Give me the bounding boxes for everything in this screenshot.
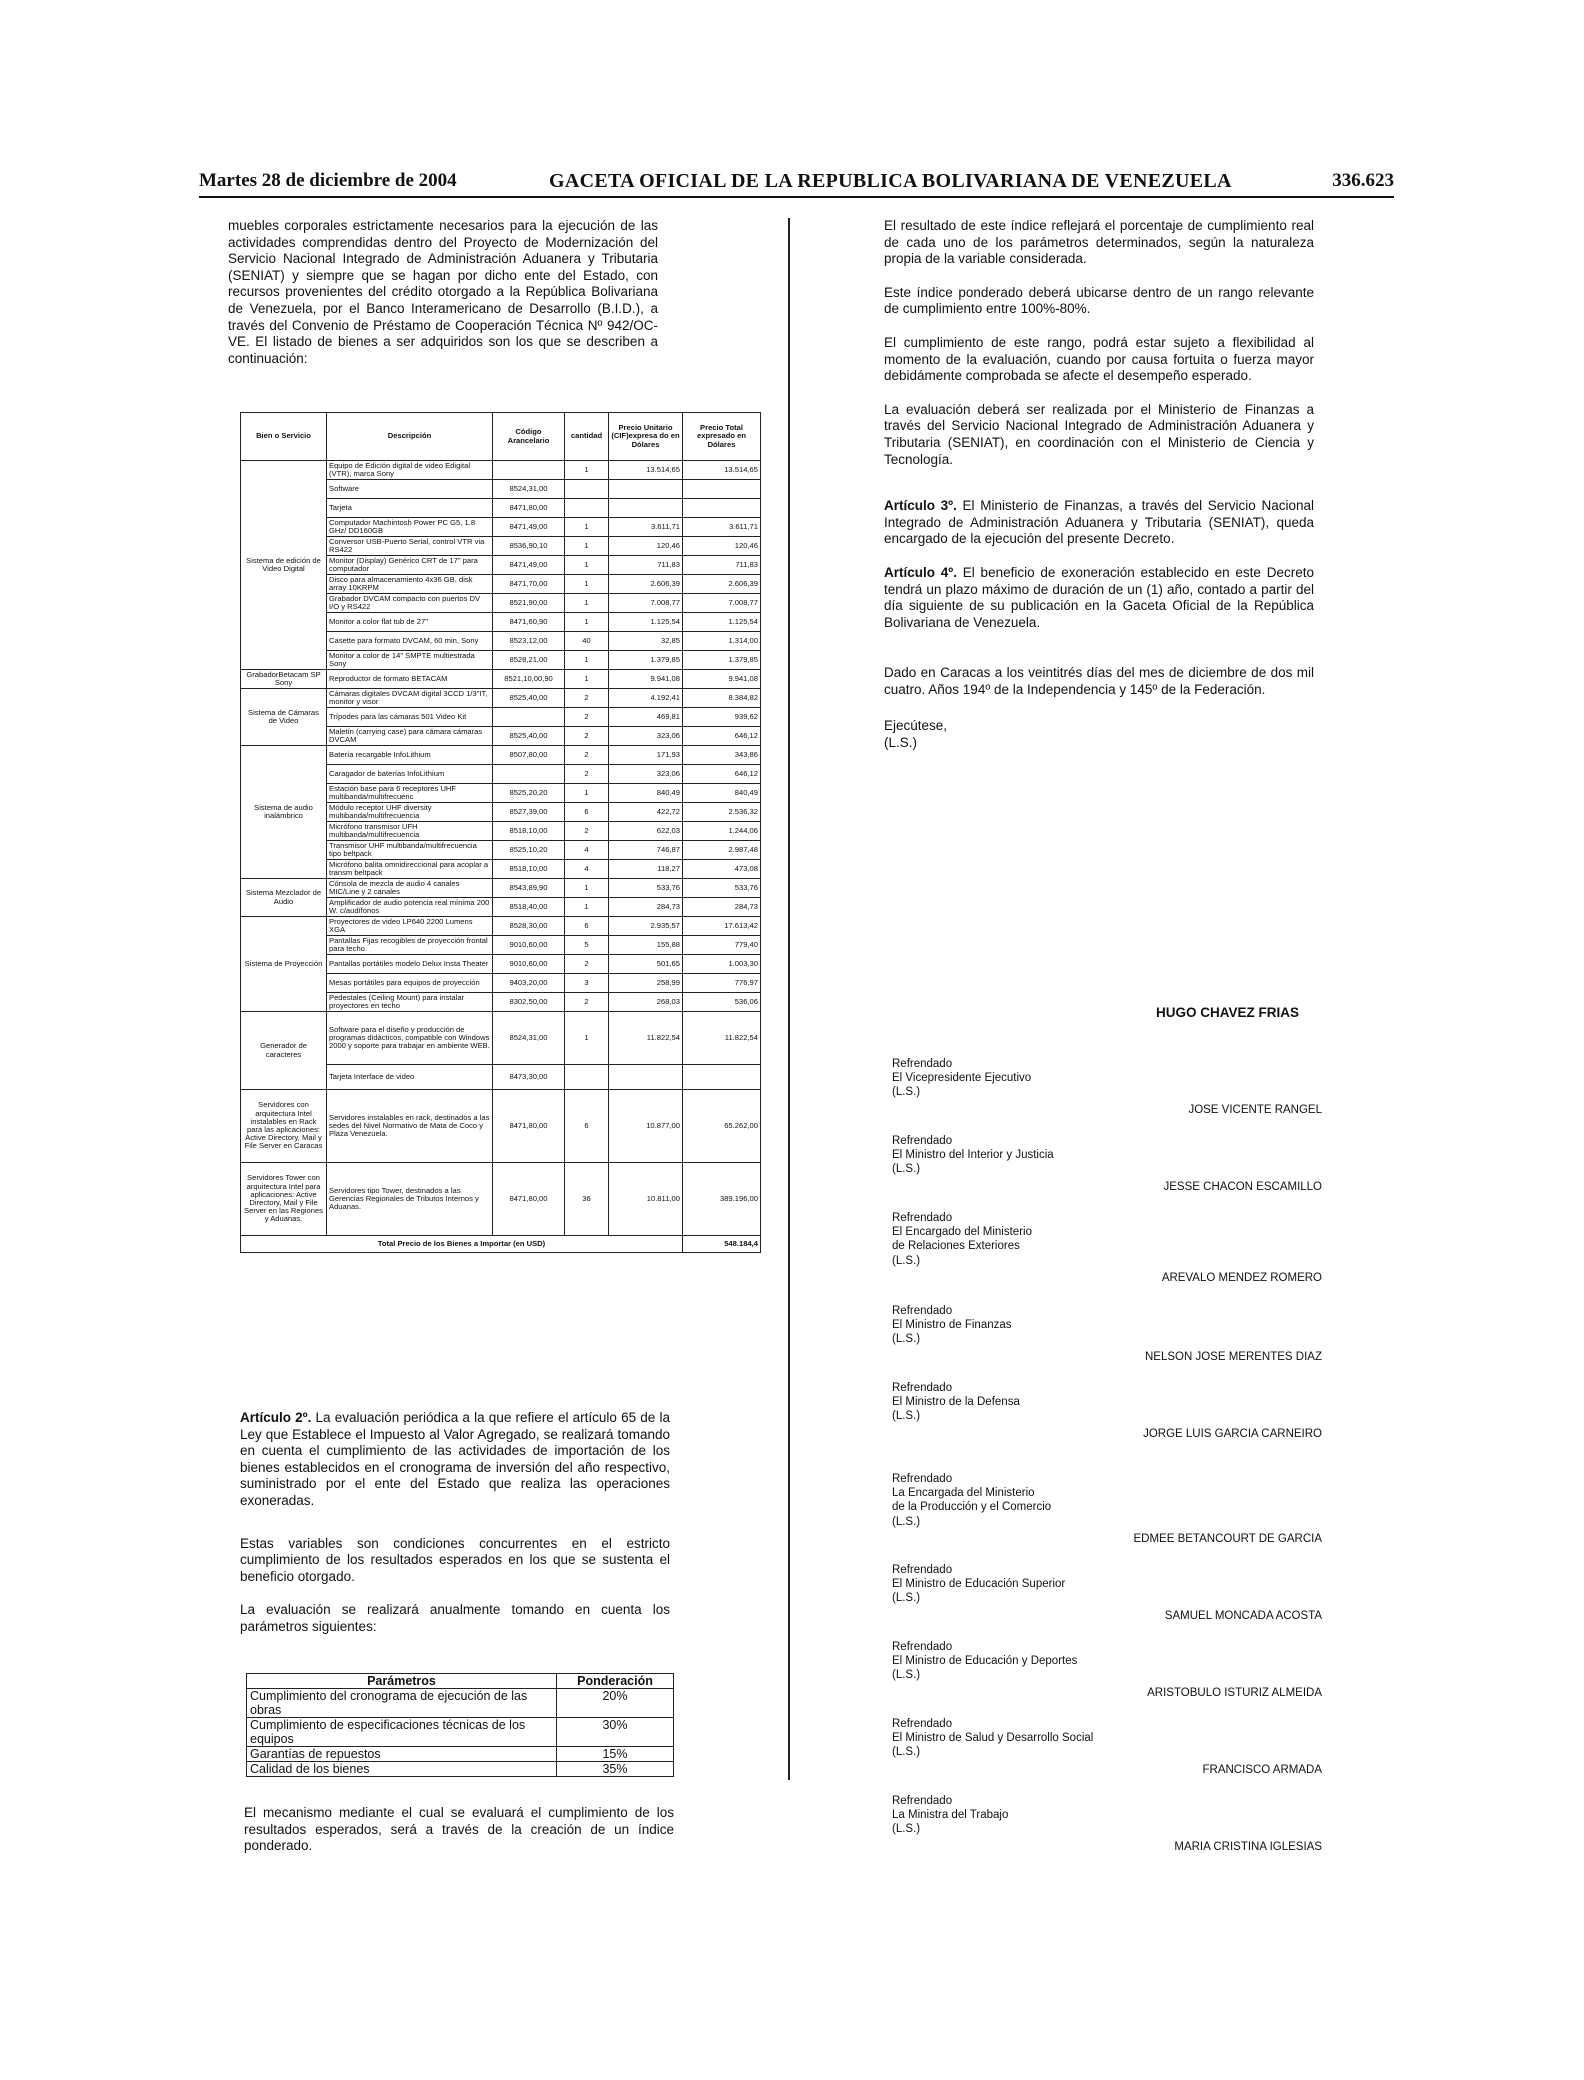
goods-code-cell: 8302,50,00 [493,993,565,1012]
goods-qty-cell: 4 [565,860,609,879]
goods-qty-cell: 1 [565,1012,609,1065]
goods-desc-cell: Cónsola de mezcla de audio 4 canales MIC/Line y 2 canales [327,879,493,898]
refrendo-line: (L.S.) [892,1823,921,1836]
goods-total-cell: 2.536,32 [683,803,761,822]
refrendo-block [892,1472,1322,1545]
goods-total-cell: 13.514,65 [683,461,761,480]
goods-code-cell: 8507,80,00 [493,746,565,765]
goods-unit-cell: 118,27 [609,860,683,879]
goods-category-cell: Sistema Mezclador de Audio [241,879,327,917]
goods-unit-cell: 323,06 [609,727,683,746]
goods-unit-cell: 533,76 [609,879,683,898]
signatory-name: SAMUEL MONCADA ACOSTA [1164,1610,1322,1622]
goods-qty-cell: 1 [565,556,609,575]
refrendo-line: (L.S.) [892,1746,921,1759]
goods-code-cell: 8521,90,00 [493,594,565,613]
goods-unit-cell: 4.192,41 [609,689,683,708]
refrendo-line: El Ministro de Finanzas [892,1319,1012,1332]
goods-code-cell: 8471,80,00 [493,1163,565,1236]
goods-desc-cell: Disco para almacenamiento 4x36 GB, disk array 10KRPM [327,575,493,594]
goods-code-cell: 8525,10,20 [493,841,565,860]
goods-header-cell: Precio Unitario (CIF)expresa do en Dólares [609,413,683,461]
goods-total-cell: 17.613,42 [683,917,761,936]
dado-paragraph: Dado en Caracas a los veintitrés días del mes de diciembre de dos mil cuatro. Años 194º de la Independencia y 145º de la Federación. [884,665,1314,697]
goods-header-cell: Código Arancelario [493,413,565,461]
article-2-text: La evaluación periódica a la que refiere el artículo 65 de la Ley que Establece el Impuesto al Valor Agregado, se realizará tomando en cuenta el cumplimiento de las actividades de importación de los bienes establecidos en el cronograma de inversión del año respectivo, suministrado por el ente del Estado que realiza las operaciones exoneradas. [240,1410,670,1508]
goods-desc-cell: Micrófono transmisor UFH multibanda/multifrecuencia [327,822,493,841]
refrendo-line: Refrendado [892,1641,953,1653]
goods-qty-cell: 40 [565,632,609,651]
goods-qty-cell: 3 [565,974,609,993]
goods-code-cell: 9403,20,00 [493,974,565,993]
goods-desc-cell: Tarjeta [327,499,493,518]
goods-qty-cell: 6 [565,917,609,936]
goods-table-row [241,1090,761,1163]
article-3-label: Artículo 3º. [884,498,957,514]
goods-category-cell: Sistema de Cámaras de Video [241,689,327,746]
left-column-closing [244,1805,674,1872]
refrendo-line: La Encargada del Ministerio [892,1487,1035,1500]
goods-code-cell: 8473,30,00 [493,1065,565,1090]
goods-table-row [241,1163,761,1236]
goods-total-cell: 120,46 [683,537,761,556]
goods-table-row [241,689,761,708]
refrendo-line: Refrendado [892,1212,953,1224]
goods-desc-cell: Pedestales (Ceiling Mount) para instalar proyectores en techo [327,993,493,1012]
parameter-weight: 15% [557,1747,674,1762]
goods-desc-cell: Mesas portátiles para equipos de proyección [327,974,493,993]
goods-qty-cell: 1 [565,898,609,917]
goods-unit-cell: 1.125,54 [609,613,683,632]
refrendo-line: Refrendado [892,1058,953,1070]
goods-header-cell: Descripción [327,413,493,461]
goods-header-cell: Bien o Servicio [241,413,327,461]
goods-code-cell: 8543,89,90 [493,879,565,898]
refrendo-line: El Ministro de Educación y Deportes [892,1655,1078,1668]
goods-qty-cell: 4 [565,841,609,860]
goods-total-cell [683,1065,761,1090]
parameter-name: Cumplimiento del cronograma de ejecución de las obras [247,1689,557,1718]
goods-qty-cell: 5 [565,936,609,955]
goods-total-cell: 779,40 [683,936,761,955]
goods-header-cell: Precio Total expresado en Dólares [683,413,761,461]
goods-total-cell: 1.244,06 [683,822,761,841]
goods-desc-cell: Pantallas portátiles modelo Delux Insta Theater [327,955,493,974]
goods-total-cell: 711,83 [683,556,761,575]
parameter-name: Garantías de repuestos [247,1747,557,1762]
signatory-name: MARIA CRISTINA IGLESIAS [1174,1841,1322,1853]
goods-total-cell: 11.822,54 [683,1012,761,1065]
goods-desc-cell: Amplificador de audio potencia real mínima 200 W. c/audífonos [327,898,493,917]
goods-qty-cell [565,480,609,499]
parameter-weight: 30% [557,1718,674,1747]
goods-table-body [241,461,761,1236]
goods-total-cell [683,480,761,499]
goods-code-cell: 8471,60,90 [493,613,565,632]
goods-unit-cell: 622,03 [609,822,683,841]
signatory-name: JORGE LUIS GARCIA CARNEIRO [1143,1428,1322,1440]
goods-total-cell: 2.987,48 [683,841,761,860]
goods-total-cell: 2.606,39 [683,575,761,594]
goods-total-cell: 533,76 [683,879,761,898]
goods-qty-cell: 1 [565,461,609,480]
goods-qty-cell: 1 [565,537,609,556]
goods-code-cell: 8471,80,00 [493,499,565,518]
refrendo-line: El Vicepresidente Ejecutivo [892,1072,1032,1085]
goods-desc-cell: Servidores instalables en rack, destinados a las sedes del Nivel Normativo de Mata de Coco y Plaza Venezuela. [327,1090,493,1163]
goods-unit-cell: 268,03 [609,993,683,1012]
goods-code-cell: 9010,60,00 [493,936,565,955]
header-page-number: 336.623 [1332,170,1394,191]
refrendo-block [892,1717,1322,1776]
goods-total-cell: 646,12 [683,765,761,784]
page-header [199,170,1394,198]
parameters-row [247,1762,674,1777]
goods-category-cell: Generador de caracteres [241,1012,327,1090]
goods-total-cell: 1.003,30 [683,955,761,974]
refrendo-line: (L.S.) [892,1410,921,1423]
refrendo-block [892,1640,1322,1699]
goods-desc-cell: Estación base para 6 receptores UHF multibanda/multifrecuenc [327,784,493,803]
goods-code-cell: 8528,21,00 [493,651,565,670]
refrendo-line: Refrendado [892,1382,953,1394]
goods-total-cell: 840,49 [683,784,761,803]
goods-desc-cell: Maletín (carrying case) para cámara cámaras DVCAM [327,727,493,746]
goods-table-row [241,746,761,765]
goods-total-cell: 536,06 [683,993,761,1012]
goods-desc-cell: Servidores tipo Tower, destinados a las Gerencias Regionales de Tributos Internos y Aduanas. [327,1163,493,1236]
refrendo-block [892,1057,1322,1116]
goods-unit-cell [609,1065,683,1090]
goods-qty-cell: 1 [565,784,609,803]
goods-desc-cell: Transmisor UHF multibanda/multifrecuencia tipo beltpack [327,841,493,860]
parameter-name: Calidad de los bienes [247,1762,557,1777]
goods-category-cell: Sistema de Proyección [241,917,327,1012]
left-column-articles [240,1410,670,1653]
goods-unit-cell: 469,81 [609,708,683,727]
goods-desc-cell: Pantallas Fijas recogibles de proyección frontal para techo. [327,936,493,955]
goods-desc-cell: Micrófono balita omnidireccional para acoplar a transm beltpack [327,860,493,879]
ministry-paragraph: La evaluación deberá ser realizada por el Ministerio de Finanzas a través del Servicio Nacional Integrado de Administración Aduanera y Tributaria (SENIAT), en coordinación con el Ministerio de Ciencia y Tecnología. [884,401,1314,467]
parameters-table [246,1673,674,1777]
parameter-weight: 35% [557,1762,674,1777]
refrendo-line: Refrendado [892,1564,953,1576]
goods-desc-cell: Tarjeta Interface de video [327,1065,493,1090]
goods-code-cell: 8525,40,00 [493,689,565,708]
goods-category-cell: Sistema de edición de Video Digital [241,461,327,670]
signatory-name: AREVALO MENDEZ ROMERO [1161,1272,1322,1284]
goods-desc-cell: Software [327,480,493,499]
column-divider [788,218,790,1780]
goods-qty-cell: 6 [565,1090,609,1163]
goods-qty-cell [565,1065,609,1090]
goods-table-header-row [241,413,761,461]
goods-code-cell: 8471,80,00 [493,1090,565,1163]
goods-desc-cell: Equipo de Edición digital de video Edigital (VTR), marca Sony [327,461,493,480]
parameters-header-row [247,1674,674,1689]
goods-code-cell: 8523,12,00 [493,632,565,651]
goods-unit-cell: 120,46 [609,537,683,556]
goods-desc-cell: Trípodes para las cámaras 501 Video Kit [327,708,493,727]
header-title: GACETA OFICIAL DE LA REPUBLICA BOLIVARIANA DE VENEZUELA [549,170,1232,192]
parameters-row [247,1718,674,1747]
goods-header-cell: cantidad [565,413,609,461]
goods-unit-cell: 11.822,54 [609,1012,683,1065]
goods-qty-cell: 2 [565,993,609,1012]
goods-total-cell: 284,73 [683,898,761,917]
goods-desc-cell: Monitor (Display) Genérico CRT de 17" para computador [327,556,493,575]
goods-code-cell: 8518,10,00 [493,860,565,879]
goods-qty-cell: 2 [565,708,609,727]
goods-qty-cell: 1 [565,613,609,632]
article-4-label: Artículo 4º. [884,564,957,580]
goods-qty-cell: 2 [565,765,609,784]
goods-qty-cell: 2 [565,689,609,708]
goods-total-cell: 939,62 [683,708,761,727]
goods-table-row [241,670,761,689]
article-3 [884,498,1314,548]
goods-unit-cell: 2.935,57 [609,917,683,936]
signatory-name: ARISTOBULO ISTURIZ ALMEIDA [1147,1687,1322,1699]
goods-code-cell [493,765,565,784]
parameters-row [247,1747,674,1762]
refrendo-block [892,1794,1322,1853]
goods-total-cell: 1.379,85 [683,651,761,670]
goods-total-cell: 3.611,71 [683,518,761,537]
goods-unit-cell: 32,85 [609,632,683,651]
goods-code-cell: 9010,60,00 [493,955,565,974]
goods-desc-cell: Caragador de baterías InfoLithium [327,765,493,784]
header-date: Martes 28 de diciembre de 2004 [199,170,457,191]
goods-total-cell: 9.941,08 [683,670,761,689]
goods-unit-cell: 3.611,71 [609,518,683,537]
article-2-label: Artículo 2º. [240,1410,312,1425]
goods-unit-cell: 840,49 [609,784,683,803]
goods-code-cell: 8471,70,00 [493,575,565,594]
parameter-weight: 20% [557,1689,674,1718]
goods-desc-cell: Computador Machintosh Power PC G5, 1.8 GHz/ DD160GB [327,518,493,537]
goods-unit-cell: 155,88 [609,936,683,955]
goods-unit-cell [609,499,683,518]
goods-total-cell [683,499,761,518]
goods-unit-cell: 284,73 [609,898,683,917]
goods-total-cell: 389.196,00 [683,1163,761,1236]
refrendo-line: Refrendado [892,1473,953,1485]
goods-code-cell: 8471,49,00 [493,556,565,575]
president-name: HUGO CHAVEZ FRIAS [1156,1005,1300,1020]
signatory-name: EDMEE BETANCOURT DE GARCIA [1133,1533,1322,1545]
ejecutese: Ejecútese, [884,718,948,734]
goods-code-cell: 8518,10,00 [493,822,565,841]
goods-desc-cell: Reproductor de formato BETACAM [327,670,493,689]
article-3-text: El Ministerio de Finanzas, a través del Servicio Nacional Integrado de Administración Aduanera y Tributaria (SENIAT), queda encargado de la ejecución del presente Decreto. [884,498,1314,547]
goods-qty-cell: 6 [565,803,609,822]
goods-desc-cell: Grabador DVCAM compacto con puertos DV I/O y RS422 [327,594,493,613]
goods-unit-cell: 746,87 [609,841,683,860]
signatory-name: JOSE VICENTE RANGEL [1188,1104,1322,1116]
refrendo-line: de Relaciones Exteriores [892,1240,1020,1253]
parameter-name: Cumplimiento de especificaciones técnicas de los equipos [247,1718,557,1747]
signatory-name: FRANCISCO ARMADA [1202,1764,1322,1776]
goods-code-cell: 8525,20,20 [493,784,565,803]
right-column [884,218,1314,769]
article-4-text: El beneficio de exoneración establecido en este Decreto tendrá un plazo máximo de duración de un (1) año, contado a partir del día siguiente de su publicación en la Gaceta Oficial de la República Bolivariana de Venezuela. [884,564,1314,630]
goods-desc-cell: Monitor a color flat tub de 27" [327,613,493,632]
goods-table-row [241,1012,761,1065]
goods-unit-cell: 7.008,77 [609,594,683,613]
goods-total-value: 548.184,4 [683,1236,761,1253]
article-4 [884,565,1314,631]
goods-table-row [241,917,761,936]
goods-unit-cell: 1.379,85 [609,651,683,670]
refrendo-block [892,1134,1322,1193]
goods-total-cell: 8.384,82 [683,689,761,708]
refrendo-line: Refrendado [892,1135,953,1147]
refrendo-line: de la Producción y el Comercio [892,1501,1052,1514]
result-paragraph: El resultado de este índice reflejará el porcentaje de cumplimiento real de cada uno de los parámetros determinados, según la naturaleza propia de la variable considerada. [884,218,1314,267]
goods-unit-cell: 422,72 [609,803,683,822]
goods-unit-cell: 501,65 [609,955,683,974]
refrendo-line: (L.S.) [892,1163,921,1176]
goods-qty-cell: 1 [565,879,609,898]
goods-code-cell [493,461,565,480]
refrendo-line: (L.S.) [892,1254,921,1267]
refrendo-line: (L.S.) [892,1669,921,1682]
refrendo-line: Refrendado [892,1305,953,1317]
goods-unit-cell: 13.514,65 [609,461,683,480]
goods-total-row [241,1236,761,1253]
goods-desc-cell: Conversor USB-Puerto Serial, control VTR via RS422 [327,537,493,556]
flexibility-paragraph: El cumplimiento de este rango, podrá estar sujeto a flexibilidad al momento de la evaluación, cuando por causa fortuita o fuerza mayor debidámente comprobada se afecte el desempeño esperado. [884,334,1314,384]
refrendo-line: (L.S.) [892,1592,921,1605]
goods-total-cell: 343,86 [683,746,761,765]
goods-code-cell: 8536,90,10 [493,537,565,556]
goods-unit-cell: 9.941,08 [609,670,683,689]
goods-total-cell: 7.008,77 [683,594,761,613]
refrendo-line: La Ministra del Trabajo [892,1809,1009,1822]
goods-qty-cell [565,499,609,518]
refrendo-line: (L.S.) [892,1086,921,1099]
signatory-name: NELSON JOSE MERENTES DIAZ [1144,1351,1322,1363]
goods-category-cell: GrabadorBetacam SP Sony [241,670,327,689]
range-paragraph: Este índice ponderado deberá ubicarse dentro de un rango relevante de cumplimiento entre 100%-80%. [884,284,1314,317]
goods-unit-cell [609,480,683,499]
goods-unit-cell: 10.811,00 [609,1163,683,1236]
goods-category-cell: Servidores Tower con arquitectura Intel para aplicaciones: Active Directory, Mail y File Server en las Regiones y Aduanas. [241,1163,327,1236]
parameters-row [247,1689,674,1718]
parameters-header-cell: Parámetros [247,1674,557,1689]
goods-qty-cell: 1 [565,518,609,537]
refrendo-block [892,1381,1322,1440]
goods-code-cell: 8471,49,00 [493,518,565,537]
goods-unit-cell: 711,83 [609,556,683,575]
goods-category-cell: Servidores con arquitectura Intel instalables en Rack para las aplicaciones: Active Directory, Mail y File Server en Caracas [241,1090,327,1163]
intro-paragraph: muebles corporales estrictamente necesarios para la ejecución de las actividades comprendidas dentro del Proyecto de Modernización del Servicio Nacional Integrado de Administración Aduanera y Tributaria (SENIAT) y siempre que se hagan por dicho ente del Estado, con recursos provenientes del crédito otorgado a la República Bolivariana de Venezuela, por el Banco Interamericano de Desarrollo (B.I.D.), a través del Convenio de Préstamo de Cooperación Técnica Nº 942/OC-VE. El listado de bienes a ser adquiridos son los que se describen a continuación: [228,218,658,366]
signatory-name: JESSE CHACON ESCAMILLO [1163,1181,1322,1193]
refrendo-line: El Ministro de Salud y Desarrollo Social [892,1732,1094,1745]
goods-code-cell: 8528,30,00 [493,917,565,936]
goods-unit-cell: 258,99 [609,974,683,993]
refrendo-block [892,1211,1322,1284]
goods-desc-cell: Casette para formato DVCAM, 60 min, Sony [327,632,493,651]
goods-total-cell: 646,12 [683,727,761,746]
refrendo-block [892,1304,1322,1363]
goods-total-label: Total Precio de los Bienes a Importar (en USD) [241,1236,683,1253]
goods-qty-cell: 1 [565,575,609,594]
goods-code-cell [493,708,565,727]
goods-unit-cell: 323,06 [609,765,683,784]
goods-qty-cell: 36 [565,1163,609,1236]
goods-qty-cell: 2 [565,727,609,746]
refrendo-line: Refrendado [892,1795,953,1807]
goods-unit-cell: 171,93 [609,746,683,765]
goods-table-row [241,461,761,480]
goods-qty-cell: 2 [565,822,609,841]
refrendo-line: (L.S.) [892,1333,921,1346]
goods-total-cell: 1.314,00 [683,632,761,651]
goods-unit-cell: 10.877,00 [609,1090,683,1163]
refrendo-line: El Encargado del Ministerio [892,1226,1032,1239]
goods-qty-cell: 2 [565,746,609,765]
goods-qty-cell: 2 [565,955,609,974]
evaluation-paragraph: La evaluación se realizará anualmente tomando en cuenta los parámetros siguientes: [240,1602,670,1634]
goods-qty-cell: 1 [565,651,609,670]
ejecutese-ls: (L.S.) [884,735,918,751]
refrendo-line: El Ministro del Interior y Justicia [892,1149,1054,1162]
goods-desc-cell: Módulo receptor UHF diversity multibanda/multifrecuencia [327,803,493,822]
goods-qty-cell: 1 [565,670,609,689]
goods-total-cell: 1.125,54 [683,613,761,632]
goods-code-cell: 8527,39,00 [493,803,565,822]
goods-code-cell: 8524,31,00 [493,1012,565,1065]
mechanism-paragraph: El mecanismo mediante el cual se evaluará el cumplimiento de los resultados esperados, será a través de la creación de un índice ponderado. [244,1805,674,1854]
goods-total-cell: 776,97 [683,974,761,993]
goods-desc-cell: Cámaras digitales DVCAM digital 3CCD 1/3"IT, monitor y visor [327,689,493,708]
article-2 [240,1410,670,1510]
parameters-header-cell: Ponderación [557,1674,674,1689]
goods-desc-cell: Proyectores de video LP640 2200 Lumens XGA [327,917,493,936]
goods-code-cell: 8521,10,00,90 [493,670,565,689]
goods-category-cell: Sistema de audio inalámbrico [241,746,327,879]
refrendo-line: El Ministro de la Defensa [892,1396,1020,1409]
goods-code-cell: 8524,31,00 [493,480,565,499]
refrendo-line: (L.S.) [892,1515,921,1528]
left-column-intro [228,218,658,384]
goods-desc-cell: Monitor a color de 14" SMPTE multiestrada Sony [327,651,493,670]
goods-total-cell: 473,08 [683,860,761,879]
goods-table-row [241,879,761,898]
goods-desc-cell: Batería recargable InfoLithium [327,746,493,765]
refrendo-block [892,1563,1322,1622]
refrendo-line: El Ministro de Educación Superior [892,1578,1066,1591]
goods-desc-cell: Software para el diseño y producción de programas didácticos, compatible con Windows 2000 y soporte para trabajar en ambiente WEB. [327,1012,493,1065]
goods-total-cell: 65.262,00 [683,1090,761,1163]
goods-qty-cell: 1 [565,594,609,613]
goods-unit-cell: 2.606,39 [609,575,683,594]
refrendo-line: Refrendado [892,1718,953,1730]
goods-code-cell: 8518,40,00 [493,898,565,917]
goods-table [240,412,761,1253]
goods-code-cell: 8525,40,00 [493,727,565,746]
variables-paragraph: Estas variables son condiciones concurrentes en el estricto cumplimiento de los resultados esperados en los que se sustenta el beneficio otorgado. [240,1535,670,1584]
